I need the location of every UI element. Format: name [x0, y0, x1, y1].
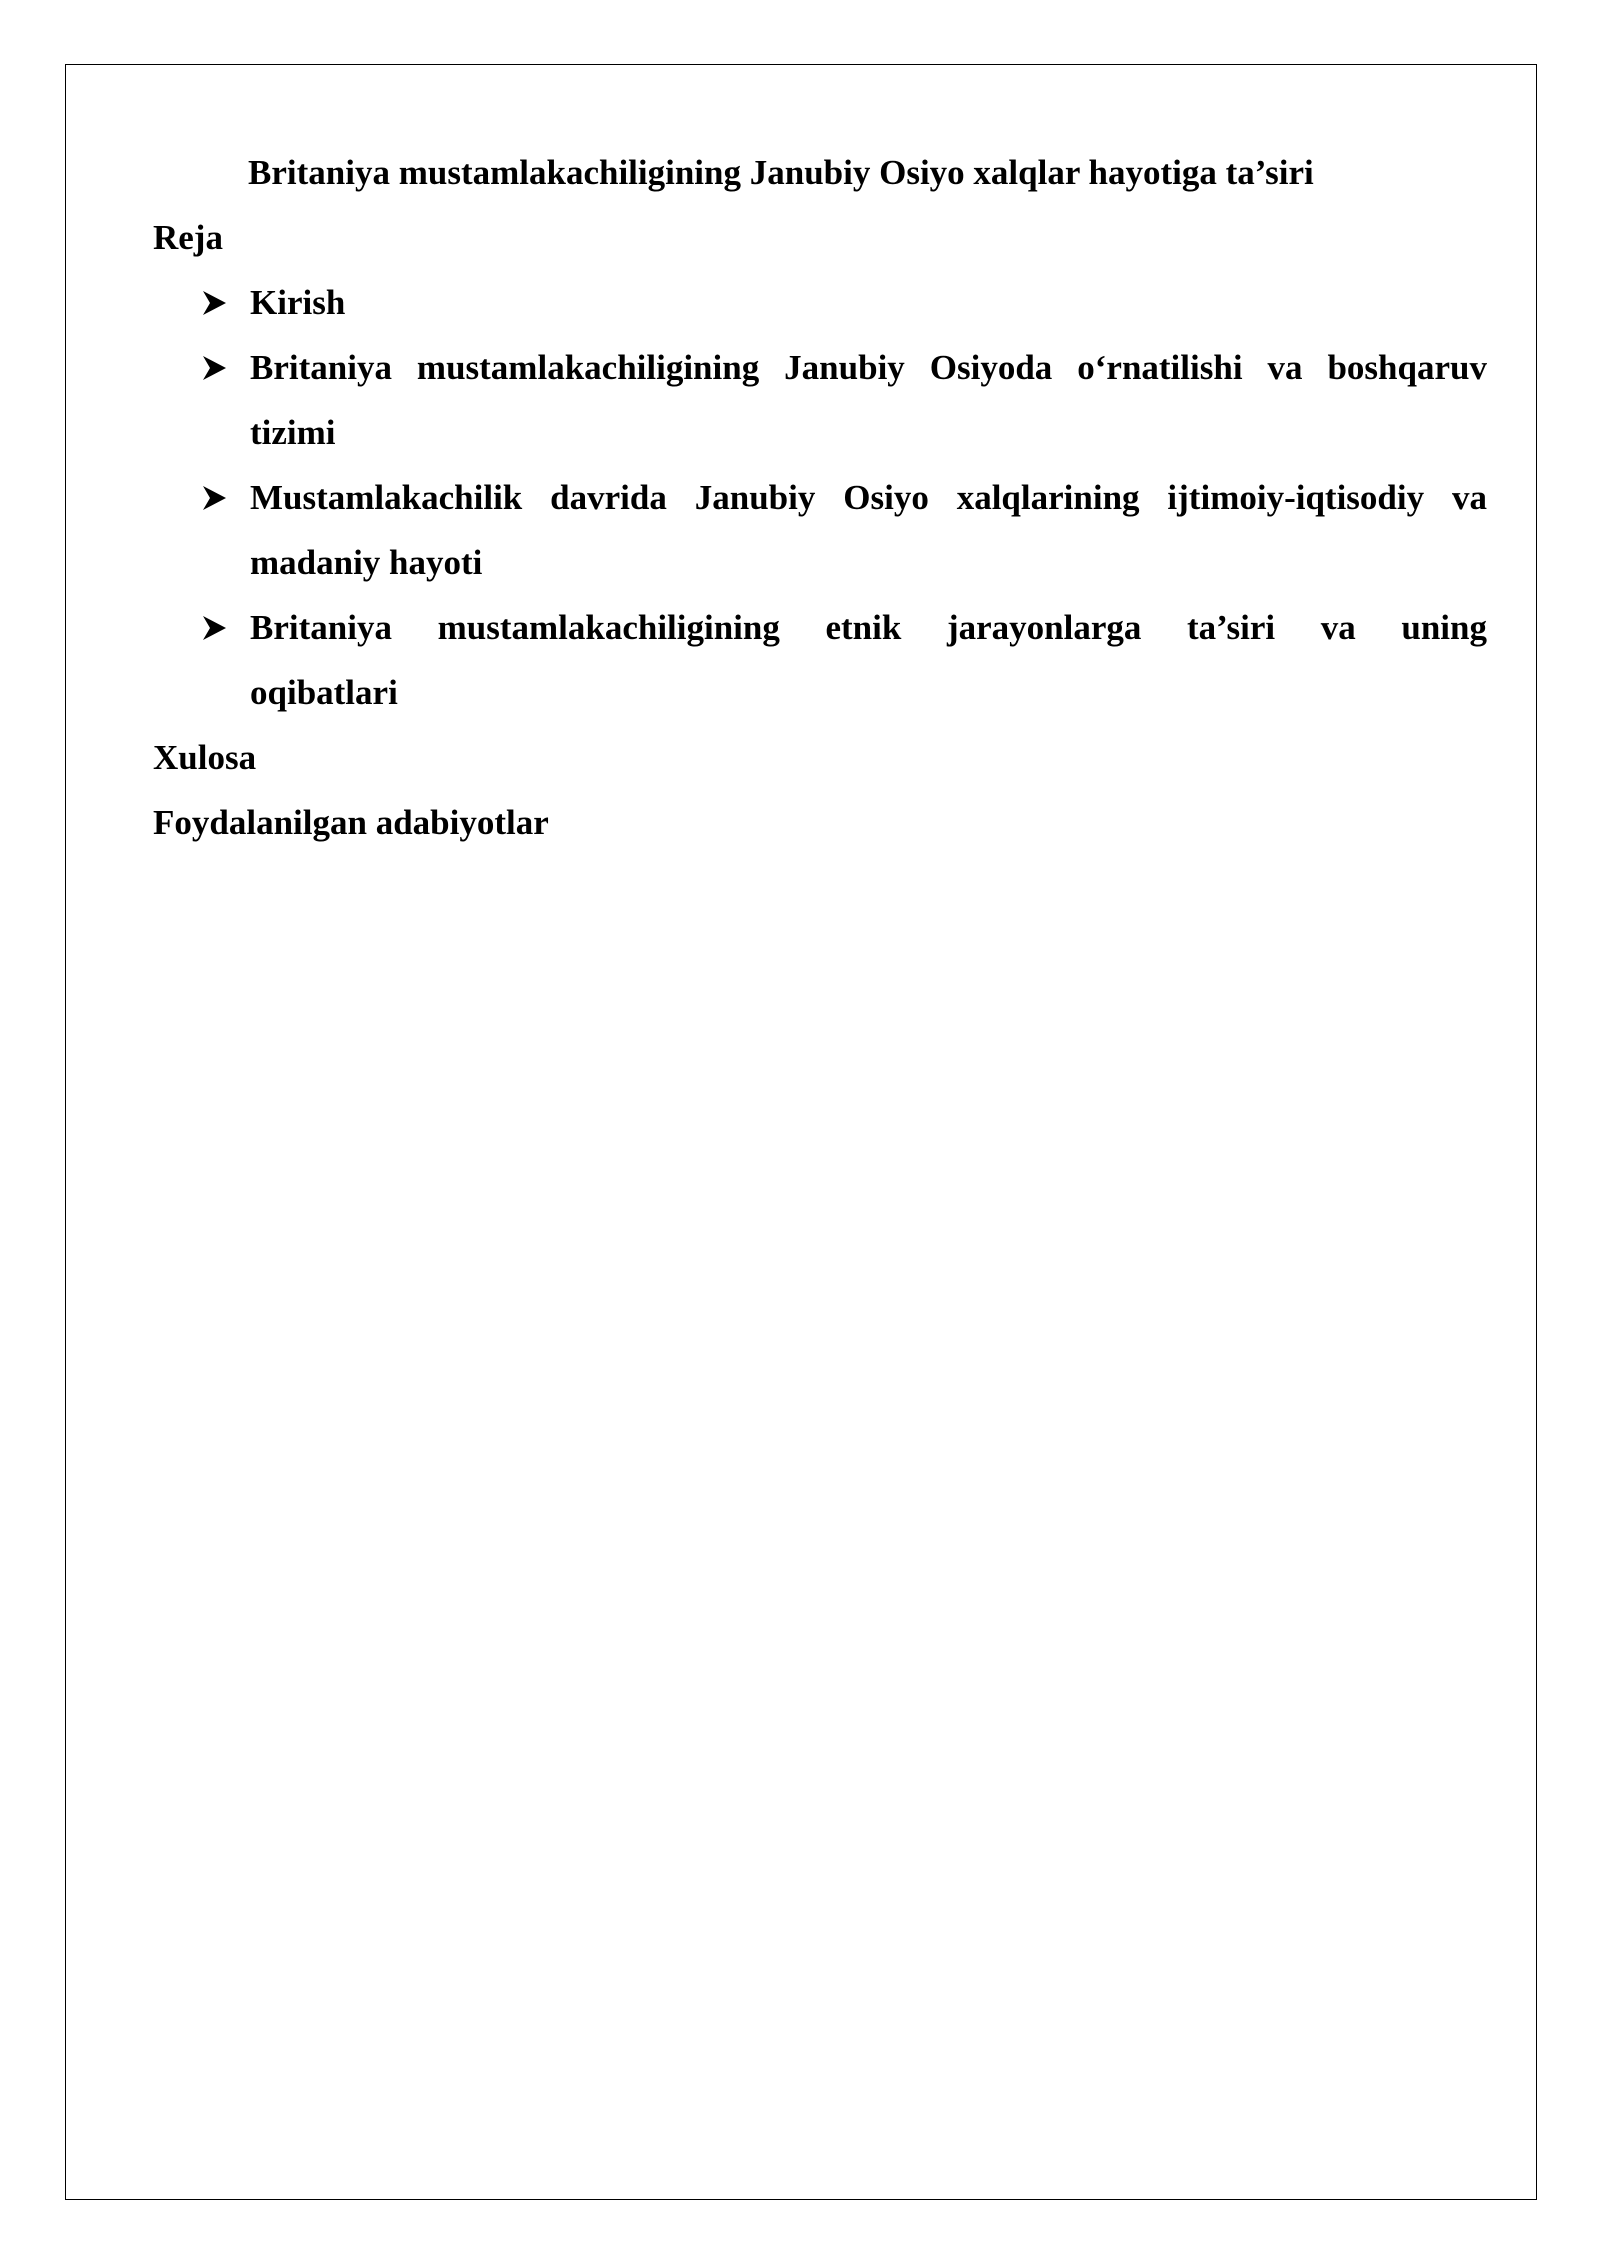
arrowhead-bullet-icon: [201, 270, 231, 335]
plan-heading: Reja: [153, 218, 223, 257]
plan-list: [153, 270, 1487, 725]
plan-item: [153, 335, 1487, 465]
plan-item-line: Mustamlakachilik davrida Janubiy Osiyo xalqlarining ijtimoiy-iqtisodiy va: [250, 478, 1487, 517]
document-title: Britaniya mustamlakachiligining Janubiy Osiyo xalqlar hayotiga ta’siri: [248, 153, 1314, 192]
arrowhead-bullet-icon: [201, 465, 231, 530]
plan-item: [153, 270, 1487, 335]
references-heading: Foydalanilgan adabiyotlar: [153, 803, 549, 842]
document-body: [153, 140, 1487, 855]
plan-item: [153, 595, 1487, 725]
plan-item-line: Britaniya mustamlakachiligining etnik jarayonlarga ta’siri va uning: [250, 608, 1487, 647]
plan-item-line: Kirish: [250, 283, 346, 322]
plan-item: [153, 465, 1487, 595]
plan-item-line: madaniy hayoti: [250, 543, 483, 582]
plan-item-line: tizimi: [250, 413, 336, 452]
conclusion-heading: Xulosa: [153, 738, 257, 777]
plan-item-line: oqibatlari: [250, 673, 398, 712]
plan-item-line: Britaniya mustamlakachiligining Janubiy Osiyoda o‘rnatilishi va boshqaruv: [250, 348, 1487, 387]
arrowhead-bullet-icon: [201, 595, 231, 660]
arrowhead-bullet-icon: [201, 335, 231, 400]
